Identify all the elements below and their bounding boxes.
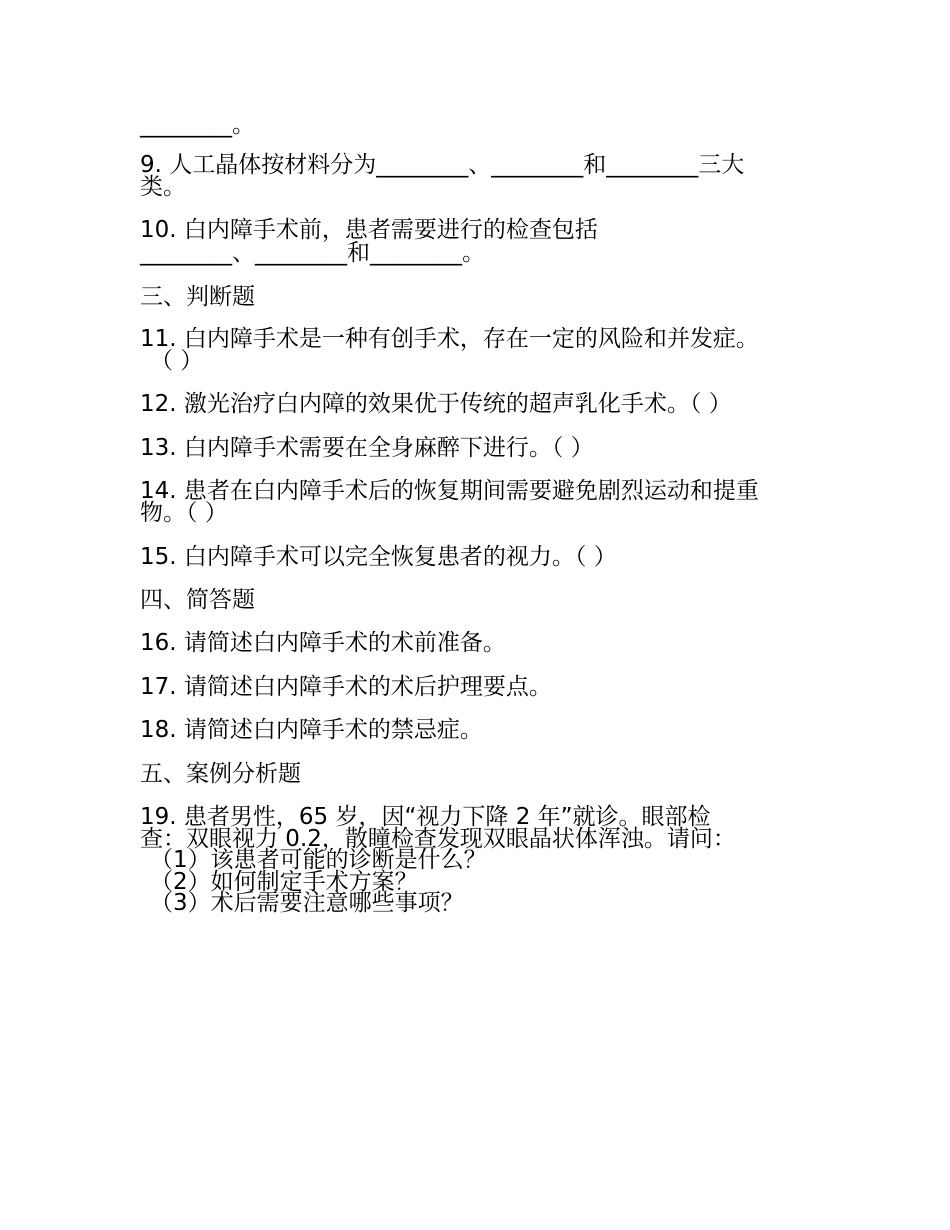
question-10-continuation: ________、________和________。: [140, 240, 485, 266]
question-11-continuation: （ ）: [150, 348, 204, 374]
question-12: 12. 激光治疗白内障的效果优于传统的超声乳化手术。（ ）: [140, 391, 732, 417]
section-heading-judgment: 三、判断题: [140, 284, 255, 310]
question-19-part-3: （3）术后需要注意哪些事项？: [150, 890, 464, 916]
q8-blank-continuation: ________。: [140, 112, 255, 138]
question-9-continuation: 类。: [140, 174, 186, 200]
question-19-continuation: 查：双眼视力 0.2，散瞳检查发现双眼晶状体浑浊。请问：: [140, 826, 736, 852]
question-19: 19. 患者男性，65 岁，因“视力下降 2 年”就诊。眼部检: [140, 804, 711, 830]
question-9: 9. 人工晶体按材料分为________、________和________三大: [140, 152, 745, 178]
section-heading-short-answer: 四、简答题: [140, 587, 255, 613]
question-19-part-2: （2）如何制定手术方案？: [150, 869, 418, 895]
question-14: 14. 患者在白内障手术后的恢复期间需要避免剧烈运动和提重: [140, 478, 759, 504]
question-16: 16. 请简述白内障手术的术前准备。: [140, 630, 506, 656]
question-14-continuation: 物。（ ）: [140, 500, 228, 526]
question-10: 10. 白内障手术前，患者需要进行的检查包括: [140, 217, 598, 243]
question-15: 15. 白内障手术可以完全恢复患者的视力。（ ）: [140, 544, 617, 570]
question-13: 13. 白内障手术需要在全身麻醉下进行。（ ）: [140, 435, 594, 461]
question-19-part-1: （1）该患者可能的诊断是什么？: [150, 847, 487, 873]
question-18: 18. 请简述白内障手术的禁忌症。: [140, 717, 483, 743]
section-heading-case-analysis: 五、案例分析题: [140, 761, 301, 787]
question-11: 11. 白内障手术是一种有创手术，存在一定的风险和并发症。: [140, 326, 759, 352]
question-17: 17. 请简述白内障手术的术后护理要点。: [140, 674, 552, 700]
